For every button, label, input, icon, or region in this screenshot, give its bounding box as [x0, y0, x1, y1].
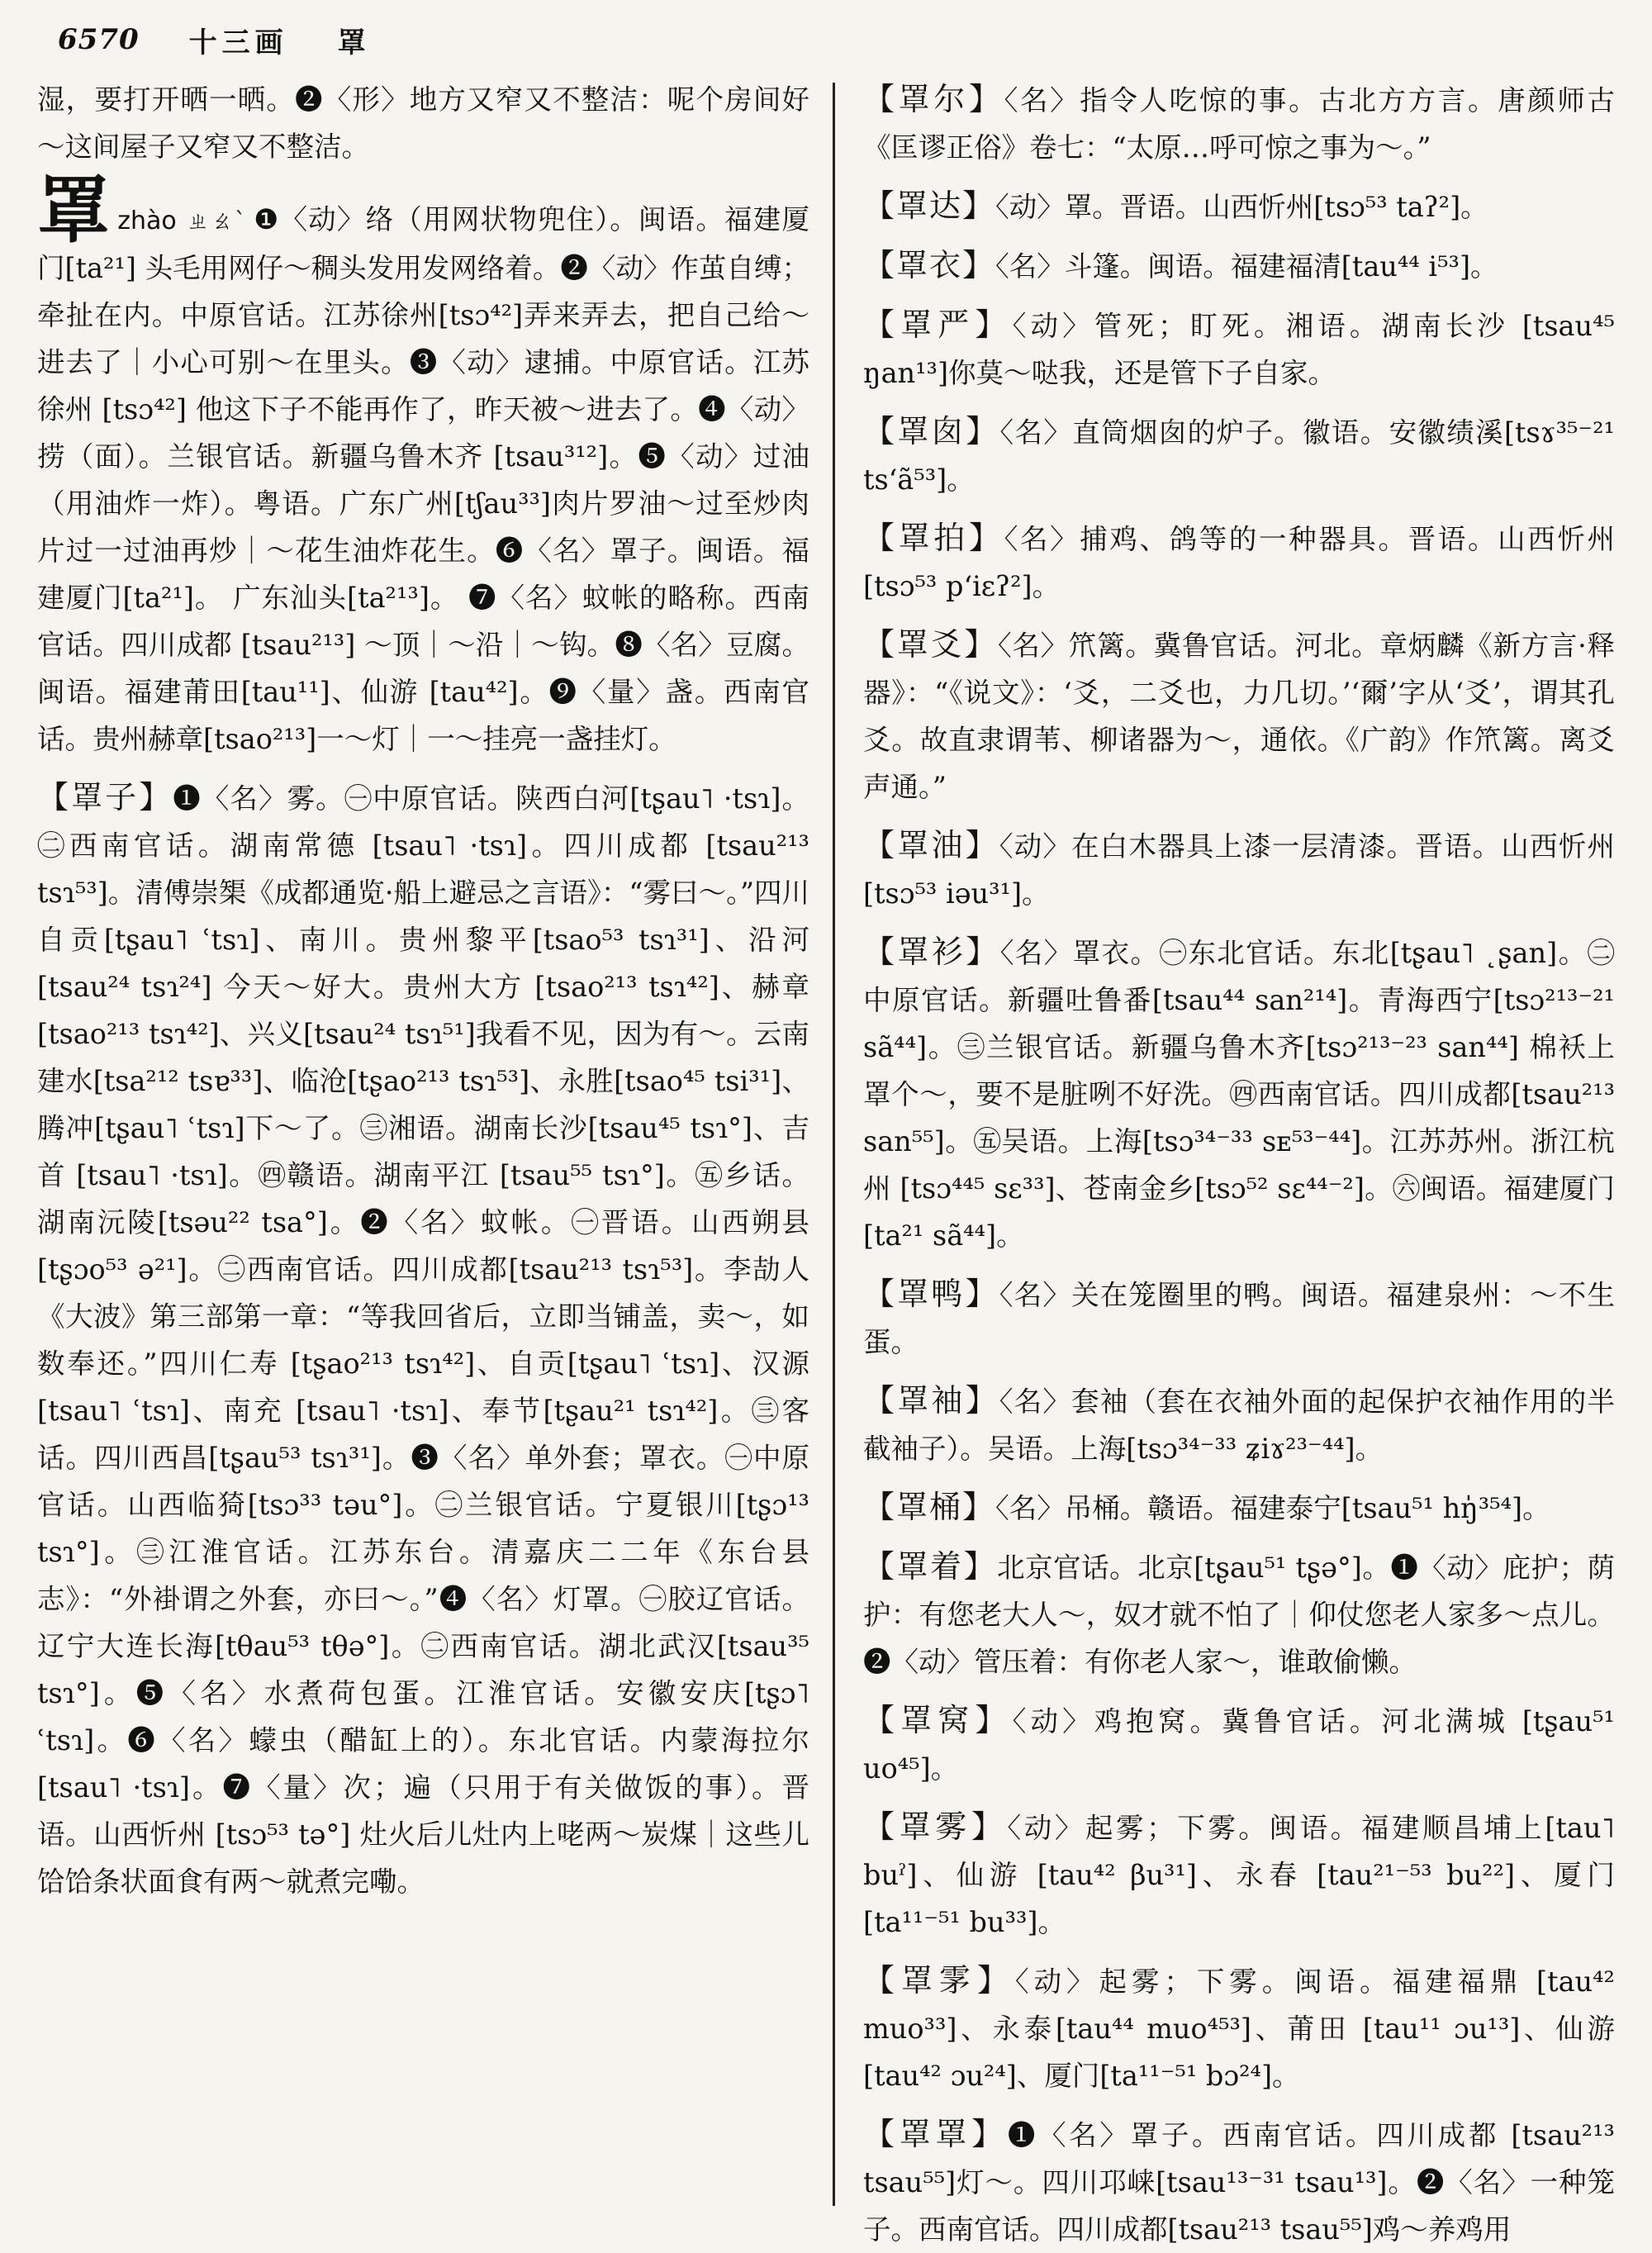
main-entry-text: ❶〈动〉络（用网状物兜住）。闽语。福建厦门[ta²¹] 头毛用网仔～稠头发用发网络着。❷〈动〉作茧自缚；牵扯在内。中原官话。江苏徐州[tsɔ⁴²]弄来弄去，把自己给～进去了｜小心可别～在里头。❸〈动〉逮捕。中原官话。江苏徐州 [tsɔ⁴²] 他这下子不能再作了，昨天被～进去了。❹〈动〉捞（面）。兰银官话。新疆乌鲁木齐 [tsau³¹²]。❺〈动〉过油（用油炸一炸）。粤语。广东广州[tʃau³³]肉片罗油～过至炒肉片过一过油再炒｜～花生油炸花生。❻〈名〉罩子。闽语。福建厦门[ta²¹]。 广东汕头[ta²¹³]。 ❼〈名〉蚊帐的略称。西南官话。四川成都 [tsau²¹³] ～顶｜～沿｜～钩。❽〈名〉豆腐。闽语。福建莆田[tau¹¹]、仙游 [tau⁴²]。❾〈量〉盏。西南官话。贵州赫章[tsao²¹³]一～灯｜一～挂亮一盏挂灯。 [37, 203, 809, 755]
entry-headword: 【 罩鸭 】 [863, 1276, 999, 1312]
entry-headword: 【 罩着 】 [863, 1548, 997, 1585]
entry-headword: 【 罩爻 】 [863, 626, 998, 663]
entry [863, 1804, 1615, 1946]
entry [863, 515, 1615, 610]
entry-headword: 【 罩拍 】 [863, 520, 1004, 556]
entry-headword: 【 罩雺 】 [863, 1962, 1015, 1999]
entry-text: 〈名〉捕鸡、鸽等的一种器具。晋语。山西忻州[tsɔ⁵³ pʻiɛʔ²]。 [863, 523, 1615, 602]
right-column [863, 76, 1615, 2246]
entry [863, 408, 1615, 503]
entry-text: 北京官话。北京[tʂau⁵¹ tʂə°]。❶〈动〉庇护；荫护：有您老大人～，奴才就不怕了｜仰仗您老人家多～点儿。❷〈动〉管压着：有你老人家～，谁敢偷懒。 [863, 1552, 1615, 1678]
entry [863, 302, 1615, 397]
column-divider [833, 83, 835, 2206]
entry-headword: 【 罩衣 】 [863, 247, 995, 283]
entry-headword: 【 罩囱 】 [863, 413, 999, 449]
entry [863, 1697, 1615, 1792]
entry-text: 〈名〉斗篷。闽语。福建福清[tau⁴⁴ i⁵³]。 [995, 250, 1498, 283]
sub-entry-headword: 【 罩子 】 [37, 779, 173, 815]
entry-text: 〈名〉吊桶。赣语。福建泰宁[tsau⁵¹ hŋ̍³⁵⁴]。 [995, 1492, 1550, 1524]
entry-headword: 【 罩雾 】 [863, 1809, 1007, 1845]
entry-headword: 【 罩油 】 [863, 827, 999, 863]
entry-headword: 【 罩衫 】 [863, 934, 1000, 970]
entry-headword: 【 罩桶 】 [863, 1489, 995, 1525]
entry [863, 621, 1615, 810]
entry-text: 〈名〉套袖（套在衣袖外面的起保护衣袖作用的半截袖子）。吴语。上海[tsɔ³⁴⁻³³ ʑiɤ²³⁻⁴⁴]。 [863, 1386, 1615, 1465]
sub-entry [37, 774, 809, 1905]
entry [863, 1543, 1615, 1685]
entry [863, 1271, 1615, 1366]
entry [863, 1957, 1615, 2099]
header-headword: 罩 [337, 26, 371, 59]
main-entry-char: 罩 [37, 167, 112, 253]
entry-text: 〈动〉在白木器具上漆一层清漆。晋语。山西忻州[tsɔ⁵³ iəu³¹]。 [863, 830, 1615, 910]
page-header [58, 15, 1602, 64]
entry-headword: 【 罩达 】 [863, 188, 995, 224]
entry-headword: 【 罩袖 】 [863, 1382, 999, 1419]
entry-text: 〈动〉起雾；下雾。闽语。福建顺昌埔上[tau˥ buˀ]、仙游 [tau⁴² βu³¹]、永春 [tau²¹⁻⁵³ bu²²]、厦门[ta¹¹⁻⁵¹ bu³³]。 [863, 1812, 1615, 1938]
entry-headword: 【 罩窝 】 [863, 1702, 1013, 1738]
entry-text: 〈名〉指令人吃惊的事。古北方方言。唐颜师古《匡谬正俗》卷七：“太原…呼可惊之事为～。” [863, 84, 1615, 164]
entry [863, 1484, 1615, 1532]
main-entry [37, 167, 809, 763]
entry [863, 822, 1615, 917]
entry-text: 〈名〉罩衣。㊀东北官话。东北[tʂau˥ ˛ʂan]。㊁中原官话。新疆吐鲁番[tsau⁴⁴ san²¹⁴]。青海西宁[tsɔ²¹³⁻²¹ sã⁴⁴]。㊂兰银官话。新疆乌鲁木齐[tsɔ²¹³⁻²³ san⁴⁴] 棉袄上罩个～，要不是脏咧不好洗。㊃西南官话。四川成都[tsau²¹³ san⁵⁵]。㊄吴语。上海[tsɔ³⁴⁻³³ sᴇ⁵³⁻⁴⁴]。江苏苏州。浙江杭州 [tsɔ⁴⁴⁵ sɛ³³]、苍南金乡[tsɔ⁵² sɛ⁴⁴⁻²]。㊅闽语。福建厦门[ta²¹ sã⁴⁴]。 [863, 937, 1615, 1252]
section-label: 十三画 [188, 26, 288, 59]
entry-text: 〈动〉管死；盯死。湘语。湖南长沙 [tsau⁴⁵ ŋan¹³]你莫～哒我，还是管下子自家。 [863, 310, 1615, 389]
continuation-text: 湿，要打开晒一晒。❷〈形〉地方又窄又不整洁：呢个房间好～这间屋子又窄又不整洁。 [37, 83, 809, 163]
entry-headword: 【 罩罩 】 [863, 2116, 1008, 2152]
entry-text: 〈名〉直筒烟囱的炉子。徽语。安徽绩溪[tsɤ³⁵⁻²¹ tsʻã⁵³]。 [863, 416, 1615, 496]
page-number: 6570 [58, 23, 140, 56]
entry-headword: 【 罩尔 】 [863, 81, 1004, 117]
entry [863, 242, 1615, 290]
entry-text: ❶〈名〉罩子。西南官话。四川成都 [tsau²¹³ tsau⁵⁵]灯～。四川邛崃[tsau¹³⁻³¹ tsau¹³]。❷〈名〉一种笼子。西南官话。四川成都[tsau²¹³ tsau⁵⁵]鸡～养鸡用 [863, 2119, 1615, 2246]
entry [863, 2111, 1615, 2253]
entry-text: 〈名〉关在笼圈里的鸭。闽语。福建泉州：～不生蛋。 [863, 1279, 1615, 1358]
entry [863, 929, 1615, 1259]
entry-text: 〈动〉罩。晋语。山西忻州[tsɔ⁵³ taʔ²]。 [995, 191, 1488, 223]
main-entry-pinyin: zhào [117, 207, 177, 235]
entry-text: 〈动〉起雾；下雾。闽语。福建福鼎 [tau⁴² muo³³]、永泰[tau⁴⁴ muo⁴⁵³]、莆田 [tau¹¹ ɔu¹³]、仙游[tau⁴² ɔu²⁴]、厦门[ta¹¹⁻⁵¹ bɔ²⁴]。 [863, 1965, 1615, 2092]
main-entry-bopomofo: ㄓㄠˋ [186, 207, 248, 235]
entry [863, 183, 1615, 231]
left-column [37, 76, 809, 2216]
entry-headword: 【 罩严 】 [863, 307, 1013, 343]
sub-entry-text: ❶〈名〉雾。㊀中原官话。陕西白河[tʂau˥ ·tsɿ]。㊁西南官话。湖南常德 [tsau˥ ·tsɿ]。四川成都 [tsau²¹³ tsɿ⁵³]。清傅崇榘《成都通览·船上避忌之言语》：“雾曰～。”四川自贡[tʂau˥ ʿtsɿ]、南川。贵州黎平[tsao⁵³ tsɿ³¹]、沿河[tsau²⁴ tsɿ²⁴] 今天～好大。贵州大方 [tsao²¹³ tsɿ⁴²]、赫章[tsao²¹³ tsɿ⁴²]、兴义[tsau²⁴ tsɿ⁵¹]我看不见，因为有～。云南建水[tsa²¹² tsɐ³³]、临沧[tʂao²¹³ tsɿ⁵³]、永胜[tsao⁴⁵ tsi³¹]、腾冲[tʂau˥ ʿtsɿ]下～了。㊂湘语。湖南长沙[tsau⁴⁵ tsɿ°]、吉首 [tsau˥ ·tsɿ]。㊃赣语。湖南平江 [tsau⁵⁵ tsɿ°]。㊄乡话。湖南沅陵[tsəu²² tsa°]。❷〈名〉蚊帐。㊀晋语。山西朔县[tʂɔo⁵³ ə²¹]。㊁西南官话。四川成都[tsau²¹³ tsɿ⁵³]。李劼人《大波》第三部第一章：“等我回省后，立即当铺盖，卖～，如数奉还。”四川仁寿 [tʂao²¹³ tsɿ⁴²]、自贡[tʂau˥ ʿtsɿ]、汉源[tsau˥ ʿtsɿ]、南充 [tsau˥ ·tsɿ]、奉节[tʂau²¹ tsɿ⁴²]。㊂客话。四川西昌[tʂau⁵³ tsɿ³¹]。❸〈名〉单外套；罩衣。㊀中原官话。山西临猗[tsɔ³³ təu°]。㊁兰银官话。宁夏银川[tʂɔ¹³ tsɿ°]。㊂江淮官话。江苏东台。清嘉庆二二年《东台县志》：“外褂谓之外套，亦曰～。”❹〈名〉灯罩。㊀胶辽官话。辽宁大连长海[tθau⁵³ tθə°]。㊁西南官话。湖北武汉[tsau³⁵ tsɿ°]。❺〈名〉水煮荷包蛋。江淮官话。安徽安庆[tʂɔ˥ ʿtsɿ]。❻〈名〉蠓虫（醋缸上的）。东北官话。内蒙海拉尔[tsau˥ ·tsɿ]。❼〈量〉次；遍（只用于有关做饭的事）。晋语。山西忻州 [tsɔ⁵³ tə°] 灶火后儿灶内上咾两～炭煤｜这些儿饸饸条状面食有两～就煮完嘞。 [37, 782, 809, 1898]
entry [863, 76, 1615, 171]
entry-text: 〈动〉鸡抱窝。冀鲁官话。河北满城 [tʂau⁵¹ uo⁴⁵]。 [863, 1705, 1615, 1785]
entry-text: 〈名〉笊篱。冀鲁官话。河北。章炳麟《新方言·释器》：“《说文》：‘爻，二爻也，力几切。’‘爾’字从‘爻’，谓其孔爻。故直隶谓苇、柳诸器为～，通依。《广韵》作笊篱。离爻声通。” [863, 630, 1615, 803]
entry [863, 1377, 1615, 1472]
